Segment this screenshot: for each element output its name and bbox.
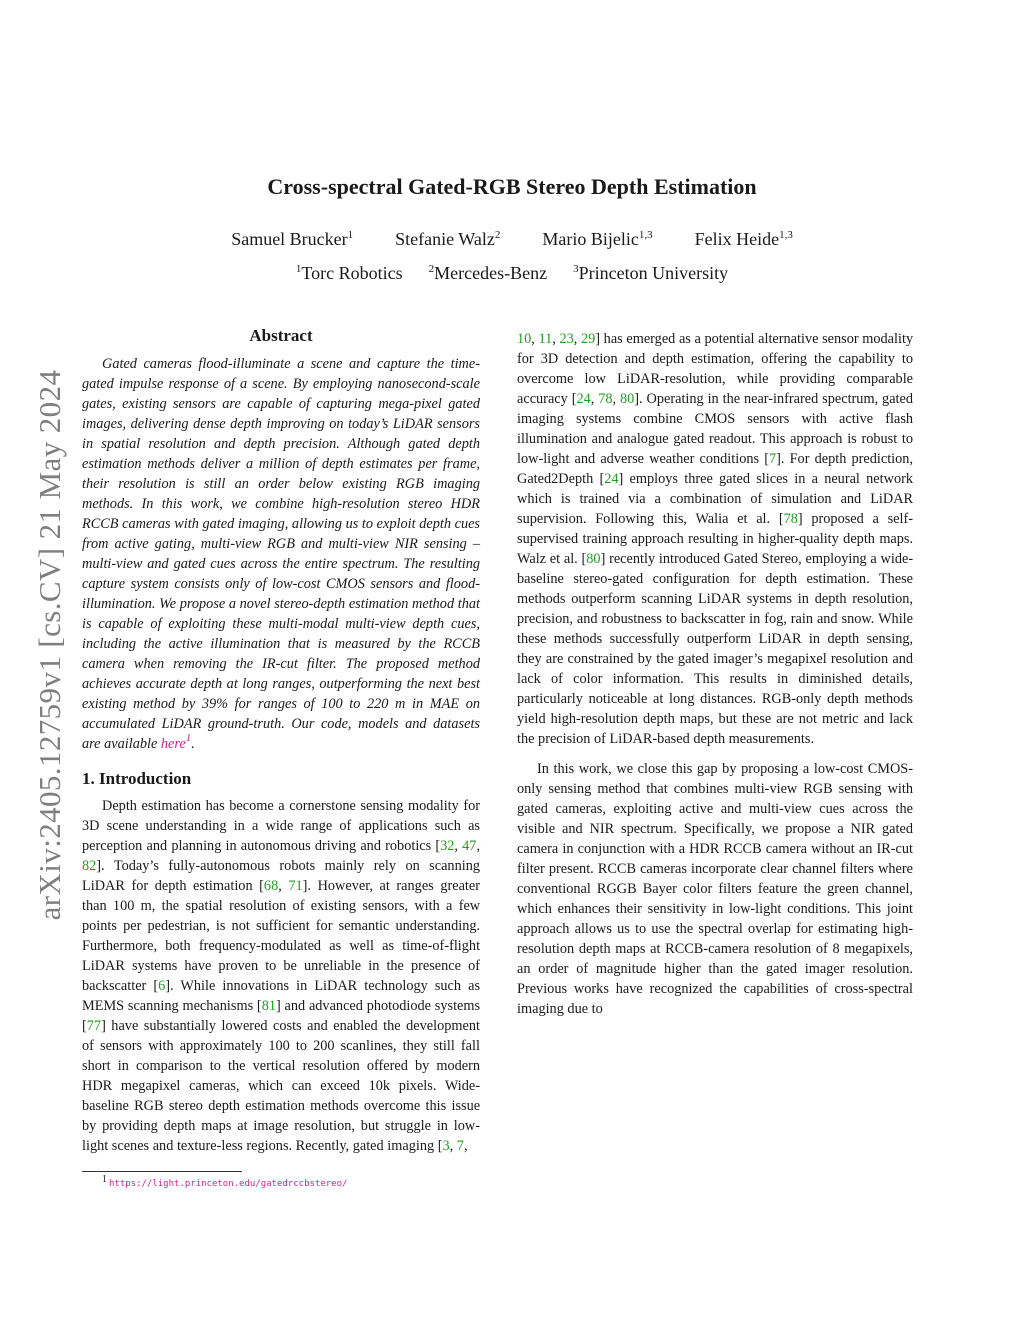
citation-link[interactable]: 68 [263,878,279,894]
abstract-body: Gated cameras flood-illuminate a scene and capture the time-gated impulse response of a scene. By employing nanosecond-scale gates, existing sensors are capable of capturing mega-pixel gated images, delivering dense depth improving on today’s LiDAR sensors in spatial resolution and depth precision. Although gated depth estimation methods deliver a million of depth estimates per frame, their resolution is still an order below existing RGB imaging methods. In this work, we combine high-resolution stereo HDR RCCB cameras with gated imaging, allowing us to exploit depth cues from active gating, multi-view RGB and multi-view NIR sensing – multi-view and gated cues across the entire spectrum. The resulting capture system consists only of low-cost CMOS sensors and flood-illumination. We propose a novel stereo-depth estimation method that is capable of exploiting these multi-modal multi-view depth cues, including the active illumination that is measured by the RCCB camera when removing the IR-cut filter. The proposed method achieves accurate depth at long ranges, outperforming the next best existing method by 39% for ranges of 100 to 220 m in MAE on accumulated LiDAR ground-truth. Our code, models and datasets are available here$^1$. [82,356,480,752]
author-list [0,229,1024,250]
citation-link[interactable]: 80 [586,551,601,567]
introduction-paragraph: Depth estimation has become a cornerstone sensing modality for 3D scene understanding in a wide range of applications such as perception and planning in autonomous driving and robotics [32, 47, 82]. Today’s fully-autonomous robots mainly rely on scanning LiDAR for depth estimation [68, 71]. However, at ranges greater than 100 m, the spatial resolution of existing sensors, with a few points per pedestrian, is not sufficient for semantic understanding. Furthermore, both frequency-modulated as well as time-of-flight LiDAR systems have proven to be unreliable in the presence of backscatter [6]. While innovations in LiDAR technology such as MEMS scanning mechanisms [81] and advanced photodiode systems [77] have substantially lowered costs and enabled the development of sensors with approximately 100 to 200 scanlines, they still fall short in comparison to the vertical resolution offered by modern HDR megapixel cameras, which can exceed 10k pixels. Wide-baseline RGB stereo depth estimation methods overcome this issue by providing depth maps at image resolution, but struggle in low-light scenes and texture-less regions. Recently, gated imaging [3, 7, [82,798,481,1154]
author: Mario Bijelic$^{1,3}$ [542,229,653,249]
affiliation-list [0,263,1024,284]
introduction-paragraph: In this work, we close this gap by proposing a low-cost CMOS-only sensing method that combines multi-view RGB sensing with gated cameras, exploiting active and multi-view cues across the visible and NIR spectrum. Specifically, we propose a NIR gated camera in conjunction with a HDR RCCB camera without an IR-cut filter present. RCCB cameras incorporate clear channel filters where conventional RGGB Bayer color filters feature the green channel, which enhances their sensitivity in low-light conditions. This joint approach allows us to use the spectral overlap for estimating high-resolution depth maps at RCCB-camera resolution of 8 megapixels, an order of magnitude higher than the gated imager resolution. Previous works have recognized the capabilities of cross-spectral imaging due to [517,761,913,1017]
right-column [517,329,913,1019]
citation-link[interactable]: 32 [440,838,455,854]
citation-link[interactable]: 78 [783,511,798,527]
left-column [82,326,480,1156]
author: Samuel Brucker$^1$ [231,229,354,249]
citation-link[interactable]: 11 [538,331,553,347]
citation-link[interactable]: 10 [517,331,532,347]
code-link[interactable]: here [160,736,186,752]
citation-link[interactable]: 24 [576,391,591,407]
citation-link[interactable]: 24 [604,471,619,487]
abstract-heading: Abstract [249,326,313,345]
author: Felix Heide$^{1,3}$ [694,229,793,249]
citation-link[interactable]: 23 [559,331,574,347]
citation-link[interactable]: 71 [288,878,303,894]
arxiv-identifier: arXiv:2405.12759v1 [cs.CV] 21 May 2024 [32,369,67,921]
citation-link[interactable]: 3 [442,1138,450,1154]
affiliation: $^1$Torc Robotics [295,263,403,283]
introduction-heading: 1. Introduction [82,769,192,788]
paper-title: Cross-spectral Gated-RGB Stereo Depth Estimation [267,174,757,199]
citation-link[interactable]: 7 [768,451,777,467]
author: Stefanie Walz$^2$ [395,229,501,249]
citation-link[interactable]: 82 [82,858,97,874]
citation-link[interactable]: 77 [86,1018,102,1034]
citation-link[interactable]: 81 [261,998,276,1014]
affiliation: $^3$Princeton University [573,263,729,283]
footnote-rule [82,1171,242,1172]
citation-link[interactable]: 7 [456,1138,464,1154]
citation-link[interactable]: 80 [619,391,635,407]
affiliation: $^2$Mercedes-Benz [428,263,548,283]
footnote: 1 https://light.princeton.edu/gatedrccbstereo/ [102,1174,348,1189]
citation-link[interactable]: 78 [598,391,613,407]
introduction-paragraph-continued: 10, 11, 23, 29] has emerged as a potential alternative sensor modality for 3D detection and depth estimation, offering the capability to overcome low LiDAR-resolution, while providing comparable accuracy [24, 78, 80]. Operating in the near-infrared spectrum, gated imaging systems combine CMOS sensors with active flash illumination and analogue gated readout. This approach is robust to low-light and adverse weather conditions [7]. For depth prediction, Gated2Depth [24] employs three gated slices in a neural network which is trained via a combination of simulation and LiDAR supervision. Following this, Walia et al. [78] proposed a self-supervised training approach resulting in higher-quality depth maps. Walz et al. [80] recently introduced Gated Stereo, employing a wide-baseline stereo-gated configuration for depth estimation. These methods outperform scanning LiDAR systems in depth resolution, precision, and robustness to backscatter in fog, rain and snow. While these methods successfully outperform LiDAR in depth sensing, they are constrained by the gated imager’s megapixel resolution and lack of color information. This results in diminished details, particularly noticeable at long distances. RGB-only depth methods yield high-resolution depth maps, but these are not metric and lack the precision of LiDAR-based depth measurements. [517,331,914,747]
citation-link[interactable]: 47 [462,838,477,854]
citation-link[interactable]: 6 [158,978,166,994]
citation-link[interactable]: 29 [580,331,596,347]
footnote-url-link[interactable]: https://light.princeton.edu/gatedrccbstereo/ [109,1179,348,1189]
